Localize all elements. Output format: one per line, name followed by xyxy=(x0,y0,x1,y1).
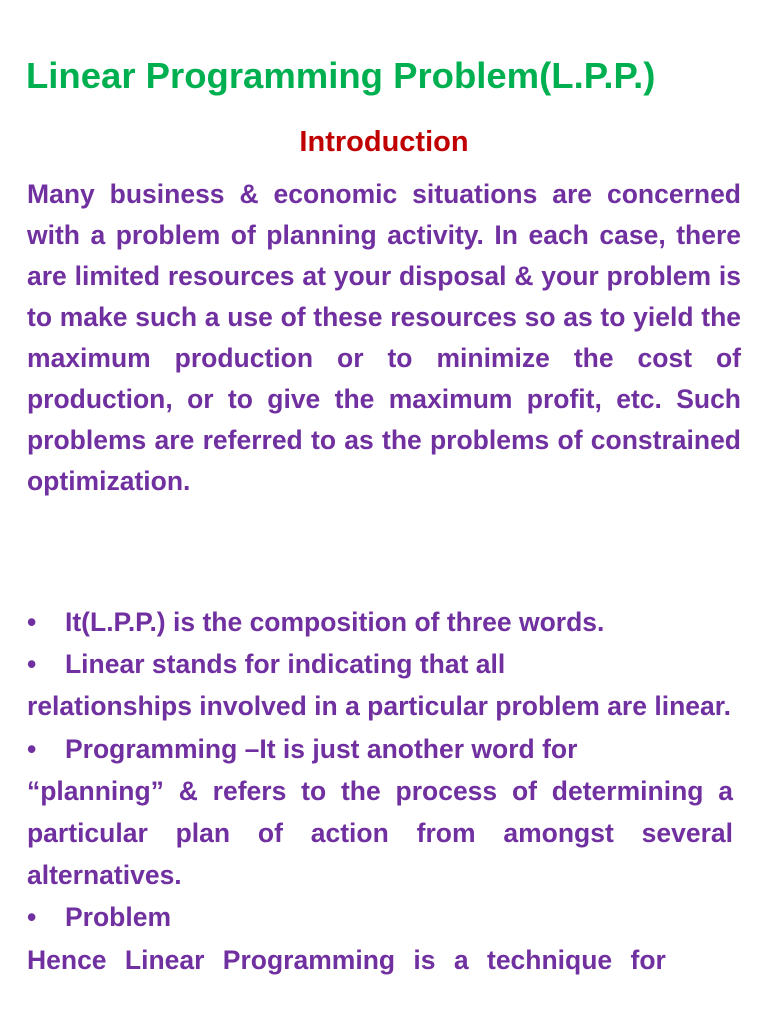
bullet-text: It(L.P.P.) is the composition of three words. xyxy=(65,607,605,637)
intro-paragraph: Many business & economic situations are concerned with a problem of planning activity. In each case, there are limited resources at your disposal & your problem is to make such a use of these resources so as to yield the maximum production or to minimize the cost of production, or to give the maximum profit, etc. Such problems are referred to as the problems of constrained optimization. xyxy=(27,179,741,496)
bullet-continuation-linear: relationships involved in a particular problem are linear. xyxy=(27,691,731,722)
bullet-text: Problem xyxy=(65,902,172,933)
bullet-item-composition xyxy=(27,601,733,643)
slide-title: Linear Programming Problem(L.P.P.) xyxy=(26,55,656,96)
bullet-text: Programming –It is just another word for xyxy=(65,733,578,764)
bullet-item-problem xyxy=(27,896,733,938)
slide-subtitle: Introduction xyxy=(299,126,469,158)
bullet-list xyxy=(27,601,733,981)
bullet-dot: • xyxy=(27,902,37,933)
bullet-dot: • xyxy=(27,733,37,764)
bullet-item-linear xyxy=(27,643,733,685)
bullet-continuation-programming: “planning” & refers to the process of determining a particular plan of action from amongst several alternatives. xyxy=(27,775,733,891)
bullet-item-programming xyxy=(27,728,733,770)
bullet-dot: • xyxy=(27,607,37,637)
closing-line: Hence Linear Programming is a technique for xyxy=(27,944,666,975)
bullet-dot: • xyxy=(27,649,37,680)
bullet-text: Linear stands for indicating that all xyxy=(65,649,506,680)
